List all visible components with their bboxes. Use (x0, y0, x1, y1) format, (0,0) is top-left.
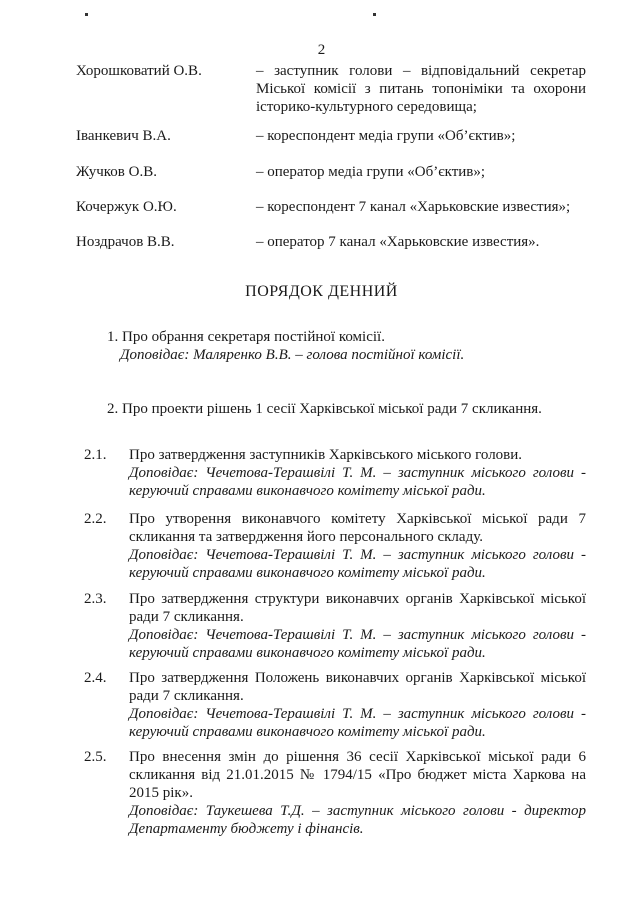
subitem (129, 510, 586, 582)
subitem-number: 2.4. (84, 670, 107, 686)
subitem-number: 2.1. (84, 447, 107, 463)
subitem-text: Про утворення виконавчого комітету Харківської міської ради 7 скликання та затвердження його персонального складу. (129, 511, 586, 545)
subitem-number: 2.2. (84, 511, 107, 527)
subitem-text: Про затвердження структури виконавчих органів Харківської міської ради 7 скликання. (129, 591, 586, 625)
attendee-role: – заступник голови – відповідальний секретар Міської комісії з питань топоніміки та охорони історико-культурного середовища; (256, 63, 586, 115)
subitem-text: Про внесення змін до рішення 36 сесії Харківської міської ради 6 скликання від 21.01.2015 № 1794/15 «Про бюджет міста Харкова на 2015 рік». (129, 749, 586, 801)
subitem-number: 2.3. (84, 591, 107, 607)
attendee-name: Кочержук О.Ю. (76, 199, 177, 215)
subitem (129, 748, 586, 838)
subitem (129, 669, 586, 741)
attendee-name: Іванкевич В.А. (76, 128, 171, 144)
scan-mark (373, 13, 376, 16)
subitem-text: Про затвердження заступників Харківського міського голови. (129, 447, 523, 463)
attendee-name: Хорошковатий О.В. (76, 63, 202, 79)
subitem-speaker: Доповідає: Таукешева Т.Д. – заступник міського голови - директор Департаменту бюджету і фінансів. (129, 803, 586, 837)
agenda-item-text: 2. Про проекти рішень 1 сесії Харківської міської ради 7 скликання. (107, 401, 542, 417)
scan-mark (85, 13, 88, 16)
subitem (129, 446, 586, 500)
subitem-speaker: Доповідає: Чечетова-Терашвілі Т. М. – заступник міського голови - керуючий справами виконавчого комітету міської ради. (129, 465, 586, 499)
agenda-title: ПОРЯДОК ДЕННИЙ (245, 283, 398, 300)
agenda-item-text: 1. Про обрання секретаря постійної комісії. (107, 329, 385, 345)
agenda-item-speaker: Доповідає: Маляренко В.В. – голова постійної комісії. (120, 347, 465, 363)
attendee-role: – кореспондент медіа групи «Об’єктив»; (256, 128, 516, 144)
page-number: 2 (317, 42, 326, 58)
subitem-speaker: Доповідає: Чечетова-Терашвілі Т. М. – заступник міського голови - керуючий справами виконавчого комітету міської ради. (129, 547, 586, 581)
subitem-speaker: Доповідає: Чечетова-Терашвілі Т. М. – заступник міського голови - керуючий справами виконавчого комітету міської ради. (129, 627, 586, 661)
attendee-role: – кореспондент 7 канал «Харьковские известия»; (256, 199, 571, 215)
attendee-name: Жучков О.В. (76, 164, 157, 180)
subitem-text: Про затвердження Положень виконавчих органів Харківської міської ради 7 скликання. (129, 670, 586, 704)
attendee-role: – оператор 7 канал «Харьковские известия». (256, 234, 540, 250)
subitem-speaker: Доповідає: Чечетова-Терашвілі Т. М. – заступник міського голови - керуючий справами виконавчого комітету міської ради. (129, 706, 586, 740)
subitem-number: 2.5. (84, 749, 107, 765)
attendee-name: Ноздрачов В.В. (76, 234, 175, 250)
subitem (129, 590, 586, 662)
attendee-role: – оператор медіа групи «Об’єктив»; (256, 164, 486, 180)
